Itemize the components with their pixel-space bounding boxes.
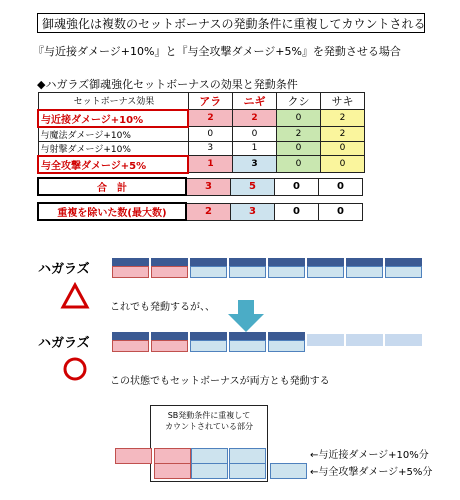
legend-1: ←与近接ダメージ+10%分 — [310, 450, 429, 461]
max-cell: 0 — [319, 203, 363, 220]
blue-block — [229, 266, 266, 278]
max-row — [38, 203, 363, 220]
blue-block-extra — [270, 463, 307, 479]
pink-block — [151, 340, 188, 352]
row-label: 与全攻撃ダメージ+5% — [38, 156, 188, 173]
triangle-icon — [60, 282, 90, 310]
header-ara: アラ — [188, 93, 233, 110]
cell: 1 — [188, 156, 233, 173]
subtitle: 『与近接ダメージ+10%』と『与全攻撃ダメージ+5%』を発動させる場合 — [33, 45, 401, 58]
table-row — [38, 110, 365, 127]
row-label: 与近接ダメージ+10% — [38, 110, 188, 127]
blue-block — [190, 340, 227, 352]
note-1: これでも発動するが、、 — [110, 302, 215, 313]
pink-block — [112, 266, 149, 278]
table-row — [38, 141, 365, 156]
cell: 2 — [321, 127, 365, 142]
total-cell: 0 — [275, 178, 319, 195]
cell: 3 — [233, 156, 277, 173]
legend-2: ←与全攻撃ダメージ+5%分 — [310, 467, 433, 478]
header-nigi: ニギ — [233, 93, 277, 110]
blue-block — [190, 266, 227, 278]
cell: 2 — [321, 110, 365, 127]
max-table — [37, 202, 363, 221]
hagalaz-label-1: ハガラズ — [38, 262, 90, 277]
cell: 0 — [188, 127, 233, 142]
max-label: 重複を除いた数(最大数) — [38, 203, 186, 220]
slot — [229, 332, 266, 340]
slot — [151, 332, 188, 340]
pink-block — [112, 340, 149, 352]
pink-block-top — [154, 448, 191, 464]
header-effect: セットボーナス効果 — [38, 93, 188, 110]
pink-block-single — [115, 448, 152, 464]
header-saki: サキ — [321, 93, 365, 110]
table-row — [38, 156, 365, 173]
blue-block — [307, 266, 344, 278]
slot — [190, 332, 227, 340]
total-cell: 5 — [231, 178, 275, 195]
blue-block-top — [191, 448, 228, 464]
slot — [268, 332, 305, 340]
table-row — [38, 127, 365, 142]
cell: 3 — [188, 141, 233, 156]
slot — [268, 258, 305, 266]
cell: 2 — [277, 127, 321, 142]
slot — [112, 332, 149, 340]
header-kushi: クシ — [277, 93, 321, 110]
empty-slot — [307, 334, 344, 346]
slot — [307, 258, 344, 266]
max-cell: 3 — [231, 203, 275, 220]
cell: 0 — [321, 156, 365, 173]
slot — [151, 258, 188, 266]
slot — [229, 258, 266, 266]
cell: 2 — [188, 110, 233, 127]
slot — [346, 258, 383, 266]
blue-block — [268, 340, 305, 352]
total-cell: 3 — [186, 178, 231, 195]
blue-block-bottom — [191, 463, 228, 479]
cell: 0 — [277, 141, 321, 156]
empty-slot — [346, 334, 383, 346]
set-bonus-table — [37, 92, 365, 174]
table-header-row — [38, 93, 365, 110]
cell: 0 — [321, 141, 365, 156]
cell: 0 — [233, 127, 277, 142]
empty-slot — [385, 334, 422, 346]
note-2: この状態でもセットボーナスが両方とも発動する — [110, 376, 330, 387]
cell: 0 — [277, 156, 321, 173]
max-cell: 0 — [275, 203, 319, 220]
overlap-box-text — [150, 410, 268, 432]
row-label: 与魔法ダメージ+10% — [38, 127, 188, 142]
table-caption: ◆ハガラズ御魂強化セットボーナスの効果と発動条件 — [37, 78, 298, 91]
blue-block — [229, 340, 266, 352]
slot — [385, 258, 422, 266]
max-cell: 2 — [186, 203, 231, 220]
blue-block — [268, 266, 305, 278]
slot — [112, 258, 149, 266]
blue-block — [346, 266, 383, 278]
hagalaz-label-2: ハガラズ — [38, 336, 90, 351]
pink-block-bottom — [154, 463, 191, 479]
box-line-2: カウントされている部分 — [165, 422, 253, 431]
box-line-1: SB発動条件に重複して — [167, 411, 251, 420]
cell: 2 — [233, 110, 277, 127]
blue-block-top — [229, 448, 266, 464]
blue-block — [385, 266, 422, 278]
cell: 1 — [233, 141, 277, 156]
total-row — [38, 178, 363, 195]
row-label: 与射撃ダメージ+10% — [38, 141, 188, 156]
pink-block — [151, 266, 188, 278]
down-arrow-icon — [228, 300, 264, 332]
blue-block-bottom — [229, 463, 266, 479]
total-label: 合 計 — [38, 178, 186, 195]
total-cell: 0 — [319, 178, 363, 195]
cell: 0 — [277, 110, 321, 127]
total-table — [37, 177, 363, 196]
circle-icon — [62, 356, 88, 382]
slot — [190, 258, 227, 266]
page-title: 御魂強化は複数のセットボーナスの発動条件に重複してカウントされる — [37, 13, 425, 33]
